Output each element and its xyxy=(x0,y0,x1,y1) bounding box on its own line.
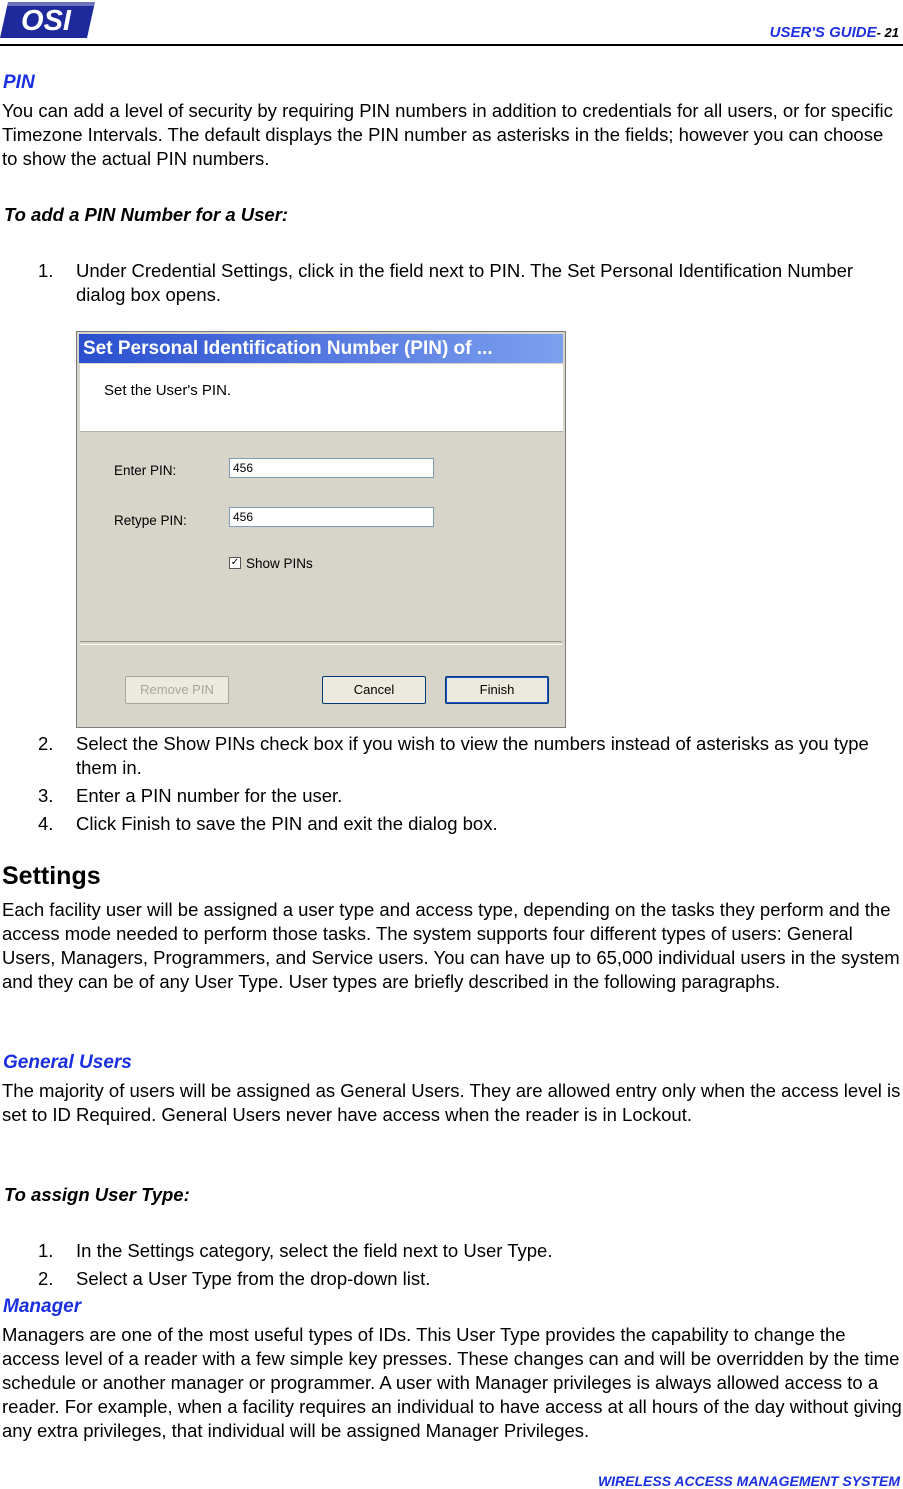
settings-intro: Each facility user will be assigned a user type and access type, depending on the tasks they perform and the access mode needed to perform those tasks. The system supports four different types of users: General Users, Managers, Programmers, and Service users. You can have up to 65,000 individual users in the system and they can be of any User Type. User types are briefly described in the following paragraphs. xyxy=(2,899,900,992)
dialog-title: Set Personal Identification Number (PIN) of ... xyxy=(79,334,563,363)
retype-pin-input[interactable]: 456 xyxy=(229,507,434,527)
general-users-heading: General Users xyxy=(3,1052,132,1073)
step-text: Under Credential Settings, click in the field next to PIN. The Set Personal Identification Number dialog box opens. xyxy=(76,260,854,305)
dialog-subtitle: Set the User's PIN. xyxy=(104,382,232,399)
checkmark-icon: ✓ xyxy=(230,557,240,568)
step-text: Enter a PIN number for the user. xyxy=(76,785,343,806)
step-number: 1. xyxy=(38,260,54,281)
manager-heading: Manager xyxy=(3,1296,82,1317)
footer-label: WIRELESS ACCESS MANAGEMENT SYSTEM xyxy=(597,1473,900,1489)
page-number: - 21 xyxy=(876,25,899,40)
svg-text:OSI: OSI xyxy=(21,5,71,37)
pin-step-2 xyxy=(0,732,903,780)
step-text: Select the Show PINs check box if you wish to view the numbers instead of asterisks as you type them in. xyxy=(76,733,869,778)
osi-logo xyxy=(0,0,95,38)
finish-button[interactable]: Finish xyxy=(445,676,549,704)
pin-step-1 xyxy=(0,259,903,307)
step-text: Click Finish to save the PIN and exit the dialog box. xyxy=(76,813,498,834)
enter-pin-label: Enter PIN: xyxy=(114,463,177,478)
step-number: 4. xyxy=(38,813,54,834)
pin-procedure-title: To add a PIN Number for a User: xyxy=(4,204,289,225)
enter-pin-input[interactable]: 456 xyxy=(229,458,434,478)
user-type-procedure-title: To assign User Type: xyxy=(4,1184,190,1205)
guide-title: USER'S GUIDE xyxy=(769,24,877,41)
step-text: Select a User Type from the drop-down list. xyxy=(76,1268,431,1289)
header-rule xyxy=(0,44,903,46)
pin-step-4 xyxy=(0,812,903,836)
manager-text: Managers are one of the most useful types of IDs. This User Type provides the capability to change the access level of a reader with a few simple key presses. These changes can and will be overridden by the time schedule or another manager or programmer. A user with Manager privileges is always allowed access to a reader. For example, when a facility requires an individual to have access at all hours of the day without giving any extra privileges, that individual will be assigned Manager Privileges. xyxy=(2,1324,902,1441)
step-number: 1. xyxy=(38,1240,54,1261)
dialog-header-panel xyxy=(80,364,563,432)
step-number: 2. xyxy=(38,733,54,754)
pin-heading: PIN xyxy=(3,72,35,93)
pin-step-3 xyxy=(0,784,903,808)
general-users-text: The majority of users will be assigned as General Users. They are allowed entry only when the access level is set to ID Required. General Users never have access when the reader is in Lockout. xyxy=(2,1080,901,1125)
show-pins-label: Show PINs xyxy=(246,556,313,571)
user-type-step-2 xyxy=(0,1267,903,1291)
step-text: In the Settings category, select the field next to User Type. xyxy=(76,1240,553,1261)
user-type-step-1 xyxy=(0,1239,903,1263)
cancel-button[interactable]: Cancel xyxy=(322,676,426,704)
set-pin-dialog xyxy=(76,331,566,728)
pin-intro: You can add a level of security by requiring PIN numbers in addition to credentials for all users, or for specific Timezone Intervals. The default displays the PIN number as asterisks in the fields; however you can choose to show the actual PIN numbers. xyxy=(2,100,893,169)
step-number: 3. xyxy=(38,785,54,806)
show-pins-checkbox[interactable] xyxy=(229,557,241,569)
header-guide-label xyxy=(770,24,899,41)
step-number: 2. xyxy=(38,1268,54,1289)
remove-pin-button[interactable]: Remove PIN xyxy=(125,676,229,704)
dialog-separator xyxy=(80,641,562,645)
settings-heading: Settings xyxy=(2,862,101,890)
retype-pin-label: Retype PIN: xyxy=(114,513,187,528)
